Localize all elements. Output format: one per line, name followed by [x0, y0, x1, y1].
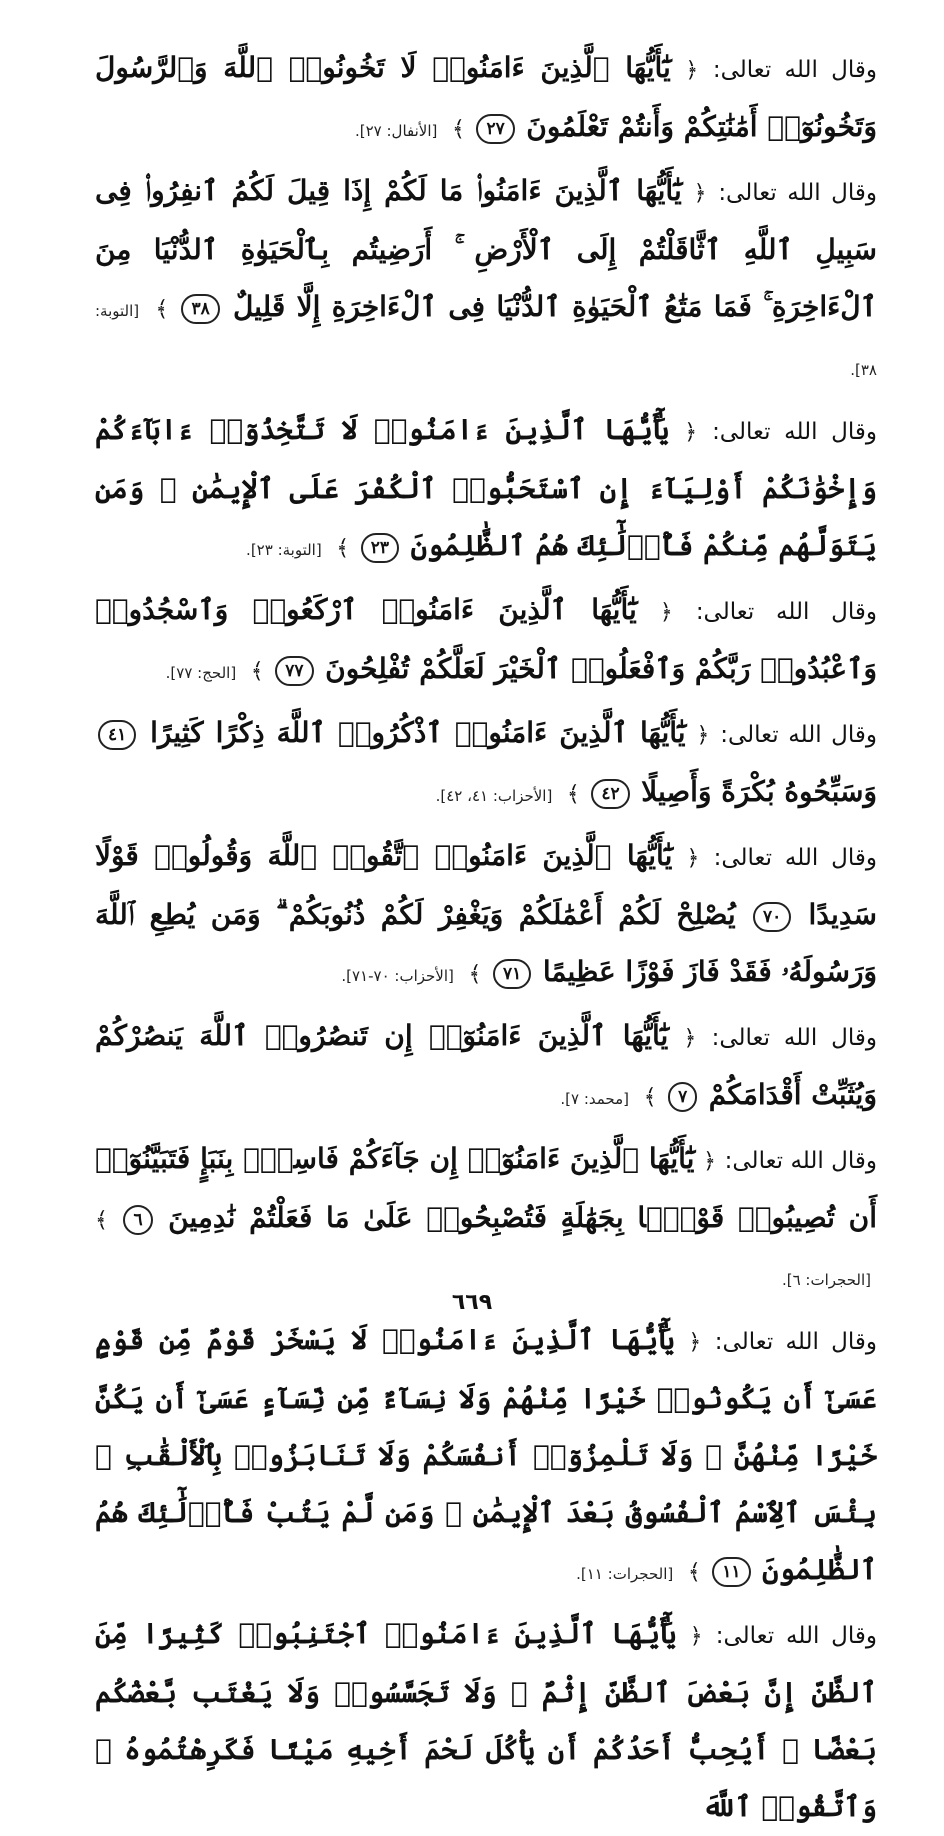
- surah-reference: [الأحزاب: ٤١، ٤٢].: [435, 787, 553, 805]
- quote-paragraph: [95, 1606, 877, 1836]
- ornate-close-bracket: ﴾: [336, 536, 350, 561]
- quote-paragraph: [95, 402, 877, 578]
- surah-reference: [محمد: ٧].: [560, 1090, 629, 1108]
- quote-paragraph: [95, 1131, 877, 1308]
- intro-text: وقال الله تعالى:: [712, 57, 878, 83]
- intro-text: وقال الله تعالى:: [724, 1148, 877, 1174]
- intro-text: وقال الله تعالى:: [718, 180, 878, 206]
- ayah-number: ٢٣: [361, 533, 399, 563]
- verse-text: يَٰٓأَيُّهَا ٱلَّذِينَ ءَامَنُوا۟ لَا تَخُونُوا۟ ٱللَّهَ وَٱلرَّسُولَ وَتَخُونُوٓا۟ أَمَٰنَٰتِكُمْ وَأَنتُمْ تَعْلَمُونَ: [95, 51, 877, 143]
- ornate-close-bracket: ﴾: [687, 1560, 701, 1585]
- ayah-number: ٧٧: [275, 656, 313, 686]
- quote-paragraph: [95, 40, 877, 159]
- page-body: [95, 40, 878, 1823]
- ornate-close-bracket: ﴾: [155, 297, 169, 322]
- verse-text: يَٰٓأَيُّهَا ٱلَّذِينَ ءَامَنُوا۟ مَا لَكُمْ إِذَا قِيلَ لَكُمُ ٱنفِرُوا۟ فِى سَبِيلِ ٱللَّهِ ٱثَّاقَلْتُمْ إِلَى ٱلْأَرْضِ ۚ أَرَضِيتُم بِٱلْحَيَوٰةِ ٱلدُّنْيَا مِنَ ٱلْءَاخِرَةِ ۚ فَمَا مَتَٰعُ ٱلْحَيَوٰةِ ٱلدُّنْيَا فِى ٱلْءَاخِرَةِ إِلَّا قَلِيلٌ: [95, 174, 878, 323]
- ornate-open-bracket: ﴿: [696, 723, 710, 748]
- intro-text: وقال الله تعالى:: [711, 1025, 877, 1051]
- intro-text: وقال الله تعالى:: [714, 1329, 877, 1355]
- quote-paragraph: [95, 705, 877, 824]
- ayah-number: ٧: [668, 1082, 697, 1112]
- ornate-open-bracket: ﴿: [686, 846, 700, 871]
- ornate-open-bracket: ﴿: [659, 600, 673, 625]
- verse-text: يَٰٓأَيُّهَا ٱلَّذِينَ ءَامَنُوا۟ ٱتَّقُوا۟ ٱللَّهَ وَقُولُوا۟ قَوْلًا سَدِيدًا: [95, 839, 877, 931]
- ornate-close-bracket: ﴾: [95, 1208, 108, 1233]
- intro-text: وقال الله تعالى:: [713, 845, 877, 871]
- ornate-open-bracket: ﴿: [688, 1330, 702, 1355]
- ayah-number: ٤١: [98, 720, 136, 750]
- verse-text: يَٰٓأَيُّهَا ٱلَّذِينَ ءَامَنُوا۟ لَا يَسْخَرْ قَوْمٌ مِّن قَوْمٍ عَسَىٰٓ أَن يَكُونُوا۟ خَيْرًا مِّنْهُمْ وَلَا نِسَآءٌ مِّن نِّسَآءٍ عَسَىٰٓ أَن يَكُنَّ خَيْرًا مِّنْهُنَّ ۖ وَلَا تَلْمِزُوٓا۟ أَنفُسَكُمْ وَلَا تَنَابَزُوا۟ بِٱلْأَلْقَٰبِ ۖ بِئْسَ ٱلِٱسْمُ ٱلْفُسُوقُ بَعْدَ ٱلْإِيمَٰنِ ۚ وَمَن لَّمْ يَتُبْ فَأُو۟لَٰٓئِكَ هُمُ ٱلظَّٰلِمُونَ: [95, 1323, 877, 1586]
- ornate-open-bracket: ﴿: [689, 1624, 703, 1649]
- ornate-open-bracket: ﴿: [693, 181, 707, 206]
- surah-reference: [التوبة: ٣٨].: [95, 302, 877, 379]
- verse-text: يَٰٓأَيُّهَا ٱلَّذِينَ ءَامَنُوا۟ ٱجْتَنِبُوا۟ كَثِيرًا مِّنَ ٱلظَّنِّ إِنَّ بَعْضَ ٱلظَّنِّ إِثْمٌ ۖ وَلَا تَجَسَّسُوا۟ وَلَا يَغْتَب بَّعْضُكُم بَعْضًا ۚ أَيُحِبُّ أَحَدُكُمْ أَن يَأْكُلَ لَحْمَ أَخِيهِ مَيْتًا فَكَرِهْتُمُوهُ ۚ وَٱتَّقُوا۟ ٱللَّهَ: [95, 1617, 877, 1823]
- surah-reference: [الحجرات: ١١].: [576, 1565, 674, 1583]
- quote-paragraph: [95, 1008, 877, 1127]
- ornate-close-bracket: ﴾: [468, 962, 482, 987]
- ornate-open-bracket: ﴿: [683, 1026, 697, 1051]
- ayah-number: ٣٨: [181, 294, 219, 324]
- surah-reference: [الحجرات: ٦].: [781, 1271, 871, 1289]
- page-number: ٦٦٩: [451, 1290, 493, 1315]
- quote-paragraph: [95, 163, 877, 398]
- intro-text: وقال الله تعالى:: [712, 419, 877, 445]
- ornate-open-bracket: ﴿: [684, 420, 698, 445]
- ornate-open-bracket: ﴿: [703, 1149, 716, 1174]
- verse-text: يَٰٓأَيُّهَا ٱلَّذِينَ ءَامَنُوٓا۟ إِن تَنصُرُوا۟ ٱللَّهَ يَنصُرْكُمْ وَيُثَبِّتْ أَقْدَامَكُمْ: [95, 1019, 877, 1111]
- surah-reference: [التوبة: ٢٣].: [246, 541, 322, 559]
- verse-text: يَٰٓأَيُّهَا ٱلَّذِينَ ءَامَنُوٓا۟ إِن جَآءَكُمْ فَاسِقٌۢ بِنَبَإٍ فَتَبَيَّنُوٓا۟ أَن تُصِيبُوا۟ قَوْمًۢا بِجَهَٰلَةٍ فَتُصْبِحُوا۟ عَلَىٰ مَا فَعَلْتُمْ نَٰدِمِينَ: [95, 1142, 878, 1234]
- intro-text: وقال الله تعالى:: [720, 722, 878, 748]
- surah-reference: [الأنفال: ٢٧].: [354, 122, 438, 140]
- ayah-number: ٤٢: [591, 779, 629, 809]
- ornate-close-bracket: ﴾: [451, 117, 465, 142]
- verse-text: يَٰٓأَيُّهَا ٱلَّذِينَ ءَامَنُوا۟ ٱذْكُرُوا۟ ٱللَّهَ ذِكْرًا كَثِيرًا: [150, 716, 686, 749]
- ayah-number: ٦: [123, 1205, 152, 1235]
- verse-text-continued: وَسَبِّحُوهُ بُكْرَةً وَأَصِيلًا: [641, 775, 877, 808]
- surah-reference: [الأحزاب: ٧٠-٧١].: [341, 967, 454, 985]
- verse-text: يَٰٓأَيُّهَا ٱلَّذِينَ ءَامَنُوا۟ ٱرْكَعُوا۟ وَٱسْجُدُوا۟ وَٱعْبُدُوا۟ رَبَّكُمْ وَٱفْعَلُوا۟ ٱلْخَيْرَ لَعَلَّكُمْ تُفْلِحُونَ: [95, 593, 877, 685]
- quote-paragraph: [95, 828, 877, 1004]
- ornate-close-bracket: ﴾: [643, 1085, 657, 1110]
- ayah-number: ٧١: [493, 959, 531, 989]
- ornate-close-bracket: ﴾: [566, 782, 580, 807]
- ornate-open-bracket: ﴿: [685, 58, 699, 83]
- surah-reference: [الحج: ٧٧].: [165, 664, 237, 682]
- verse-text-continued: يُصْلِحْ لَكُمْ أَعْمَٰلَكُمْ وَيَغْفِرْ لَكُمْ ذُنُوبَكُمْ ۗ وَمَن يُطِعِ ٱللَّهَ وَرَسُولَهُۥ فَقَدْ فَازَ فَوْزًا عَظِيمًا: [95, 898, 877, 988]
- ayah-number: ٧٠: [753, 902, 791, 932]
- intro-text: وقال الله تعالى:: [715, 1623, 877, 1649]
- quote-paragraph: [95, 1312, 877, 1602]
- quote-paragraph: [95, 582, 877, 701]
- ayah-number: ١١: [712, 1557, 750, 1587]
- intro-text: وقال الله تعالى:: [695, 599, 877, 625]
- verse-text: يَٰٓأَيُّهَا ٱلَّذِينَ ءَامَنُوا۟ لَا تَتَّخِذُوٓا۟ ءَابَآءَكُمْ وَإِخْوَٰنَكُمْ أَوْلِيَآءَ إِنِ ٱسْتَحَبُّوا۟ ٱلْكُفْرَ عَلَى ٱلْإِيمَٰنِ ۚ وَمَن يَتَوَلَّهُم مِّنكُمْ فَأُو۟لَٰٓئِكَ هُمُ ٱلظَّٰلِمُونَ: [95, 413, 877, 562]
- ornate-close-bracket: ﴾: [250, 659, 264, 684]
- ayah-number: ٢٧: [476, 114, 514, 144]
